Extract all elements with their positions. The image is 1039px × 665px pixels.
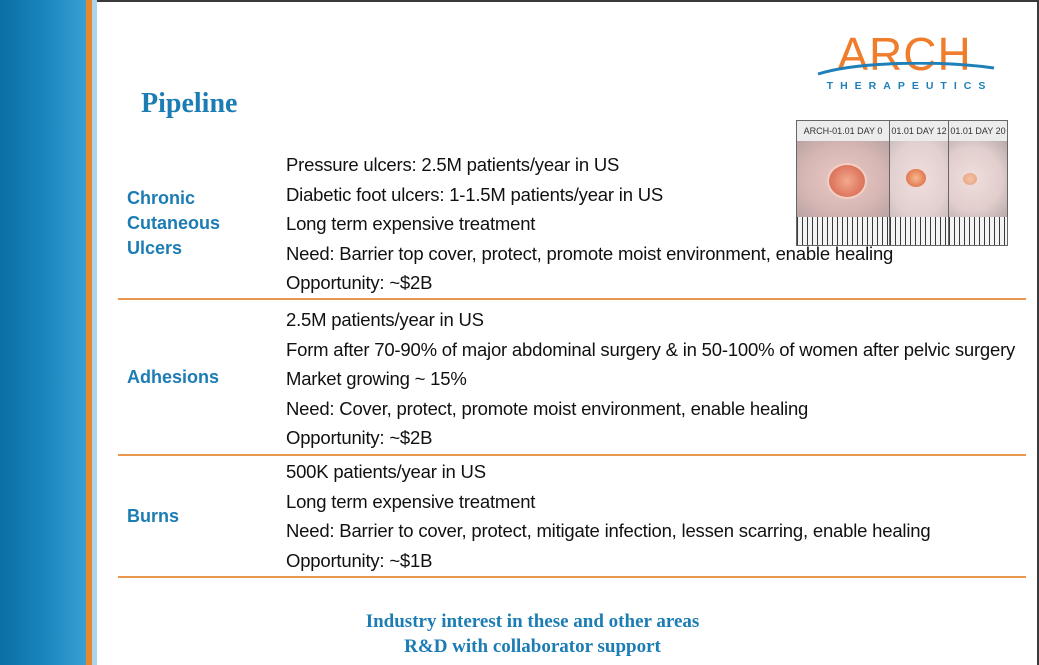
- photo-label: 01.01 DAY 12: [890, 121, 948, 141]
- bullet-item: 2.5M patients/year in US: [286, 309, 484, 330]
- bullet-item: Long term expensive treatment: [286, 490, 536, 512]
- category-line: Adhesions: [127, 367, 220, 387]
- category-label: [127, 504, 179, 529]
- footer-line: R&D with collaborator support: [404, 636, 661, 657]
- company-logo: [812, 30, 997, 96]
- bullet-item: Opportunity: ~$2B: [286, 427, 433, 448]
- logo-wordmark: ARCH: [837, 28, 972, 80]
- section-divider: [118, 576, 1026, 578]
- section-chronic-ulcers: [0, 150, 1039, 300]
- section-divider: [118, 454, 1026, 456]
- category-line: Ulcers: [127, 238, 183, 258]
- bullet-item: Pressure ulcers: 2.5M patients/year in US: [286, 154, 620, 175]
- category-label: [127, 365, 219, 390]
- bullet-list: [286, 305, 1015, 453]
- bullet-item: Form after 70-90% of major abdominal surgery & in 50-100% of women after pelvic surgery: [286, 338, 1016, 360]
- slide-frame-top: [0, 0, 1039, 2]
- bullet-list: [286, 150, 893, 298]
- photo-label: 01.01 DAY 20: [949, 121, 1007, 141]
- section-burns: [0, 457, 1039, 577]
- bullet-item: Opportunity: ~$2B: [286, 272, 433, 293]
- bullet-item: Need: Barrier to cover, protect, mitigate infection, lessen scarring, enable healing: [286, 520, 931, 541]
- footer-line: Industry interest in these and other areas: [365, 611, 700, 632]
- bullet-item: Need: Cover, protect, promote moist environment, enable healing: [286, 397, 809, 419]
- bullet-item: Long term expensive treatment: [286, 213, 536, 234]
- bullet-item: Need: Barrier top cover, protect, promote moist environment, enable healing: [286, 242, 894, 264]
- category-line: Burns: [127, 506, 180, 526]
- bullet-item: Diabetic foot ulcers: 1-1.5M patients/year in US: [286, 183, 664, 205]
- slide-title: Pipeline: [141, 88, 238, 119]
- section-adhesions: [0, 305, 1039, 455]
- logo-tagline: THERAPEUTICS: [826, 80, 993, 92]
- logo-swoosh-icon: [816, 62, 996, 76]
- category-line: Cutaneous: [127, 213, 221, 233]
- category-label: [127, 186, 220, 261]
- category-line: Chronic: [127, 188, 196, 208]
- bullet-list: [286, 457, 930, 575]
- footer-statement: [280, 609, 785, 659]
- bullet-item: Market growing ~ 15%: [286, 368, 467, 389]
- bullet-item: 500K patients/year in US: [286, 461, 486, 482]
- bullet-item: Opportunity: ~$1B: [286, 549, 433, 571]
- photo-label: ARCH-01.01 DAY 0: [797, 121, 889, 141]
- section-divider: [118, 298, 1026, 300]
